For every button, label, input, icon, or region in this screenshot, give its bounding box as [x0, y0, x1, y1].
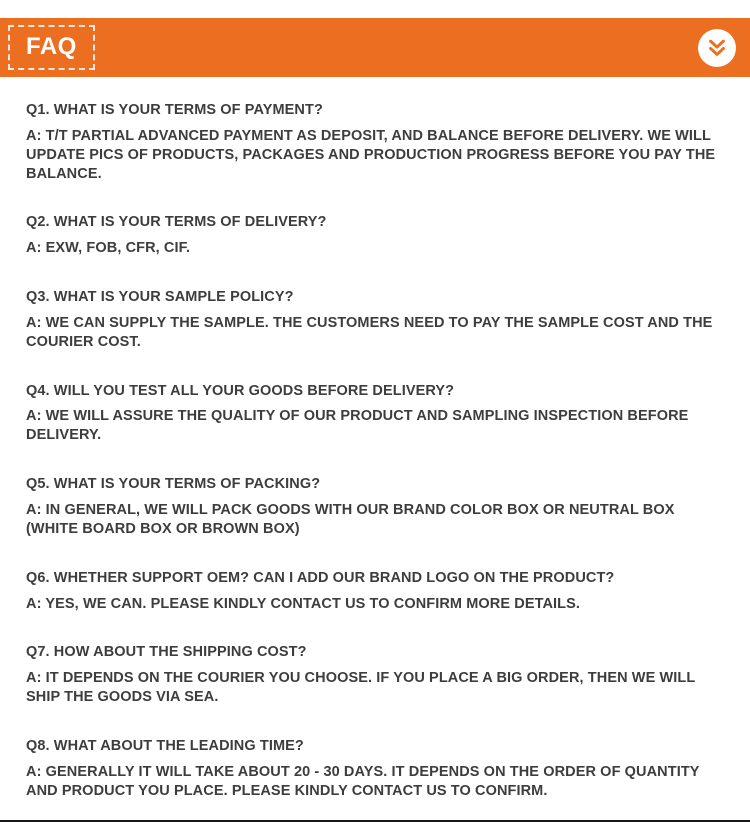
- faq-answer: A: IT DEPENDS ON THE COURIER YOU CHOOSE. IF YOU PLACE A BIG ORDER, THEN WE WILL SHIP THE GOODS VIA SEA.: [26, 670, 696, 706]
- faq-item: [26, 569, 728, 614]
- faq-question: Q1. WHAT IS YOUR TERMS OF PAYMENT?: [26, 102, 323, 118]
- faq-answer: A: GENERALLY IT WILL TAKE ABOUT 20 - 30 DAYS. IT DEPENDS ON THE ORDER OF QUANTITY AND PRODUCT YOU PLACE. PLEASE KINDLY CONTACT US TO CONFIRM.: [26, 763, 700, 799]
- faq-answer: A: WE WILL ASSURE THE QUALITY OF OUR PRODUCT AND SAMPLING INSPECTION BEFORE DELIVERY.: [26, 408, 689, 444]
- collapse-button[interactable]: [698, 29, 736, 67]
- double-chevron-down-icon: [706, 37, 728, 59]
- faq-question: Q3. WHAT IS YOUR SAMPLE POLICY?: [26, 289, 294, 306]
- faq-item: [26, 382, 728, 446]
- faq-question: Q2. WHAT IS YOUR TERMS OF DELIVERY?: [26, 214, 327, 231]
- faq-question: Q8. WHAT ABOUT THE LEADING TIME?: [26, 737, 304, 754]
- faq-question: Q5. WHAT IS YOUR TERMS OF PACKING?: [26, 476, 321, 493]
- faq-question: Q4. WILL YOU TEST ALL YOUR GOODS BEFORE DELIVERY?: [26, 382, 455, 399]
- faq-answer: A: EXW, FOB, CFR, CIF.: [26, 240, 191, 257]
- faq-item: [26, 288, 728, 352]
- faq-item: [26, 643, 728, 707]
- faq-item: [26, 101, 728, 183]
- faq-answer: A: YES, WE CAN. PLEASE KINDLY CONTACT US TO CONFIRM MORE DETAILS.: [26, 595, 581, 612]
- faq-question: Q7. HOW ABOUT THE SHIPPING COST?: [26, 644, 307, 661]
- faq-item: [26, 475, 728, 539]
- faq-list: [0, 77, 750, 800]
- faq-header: [0, 18, 750, 77]
- faq-answer: A: WE CAN SUPPLY THE SAMPLE. THE CUSTOMERS NEED TO PAY THE SAMPLE COST AND THE COURIER COST.: [26, 314, 713, 350]
- faq-question: Q6. WHETHER SUPPORT OEM? CAN I ADD OUR BRAND LOGO ON THE PRODUCT?: [26, 569, 615, 586]
- faq-item: [26, 213, 728, 258]
- faq-answer: A: IN GENERAL, WE WILL PACK GOODS WITH OUR BRAND COLOR BOX OR NEUTRAL BOX (WHITE BOARD BOX OR BROWN BOX): [26, 501, 675, 537]
- faq-answer: A: T/T PARTIAL ADVANCED PAYMENT AS DEPOSIT, AND BALANCE BEFORE DELIVERY. WE WILL UPDATE PICS OF PRODUCTS, PACKAGES AND PRODUCTION PROGRESS BEFORE YOU PAY THE BALANCE.: [26, 127, 716, 182]
- faq-item: [26, 737, 728, 801]
- faq-title-badge: FAQ: [8, 25, 95, 70]
